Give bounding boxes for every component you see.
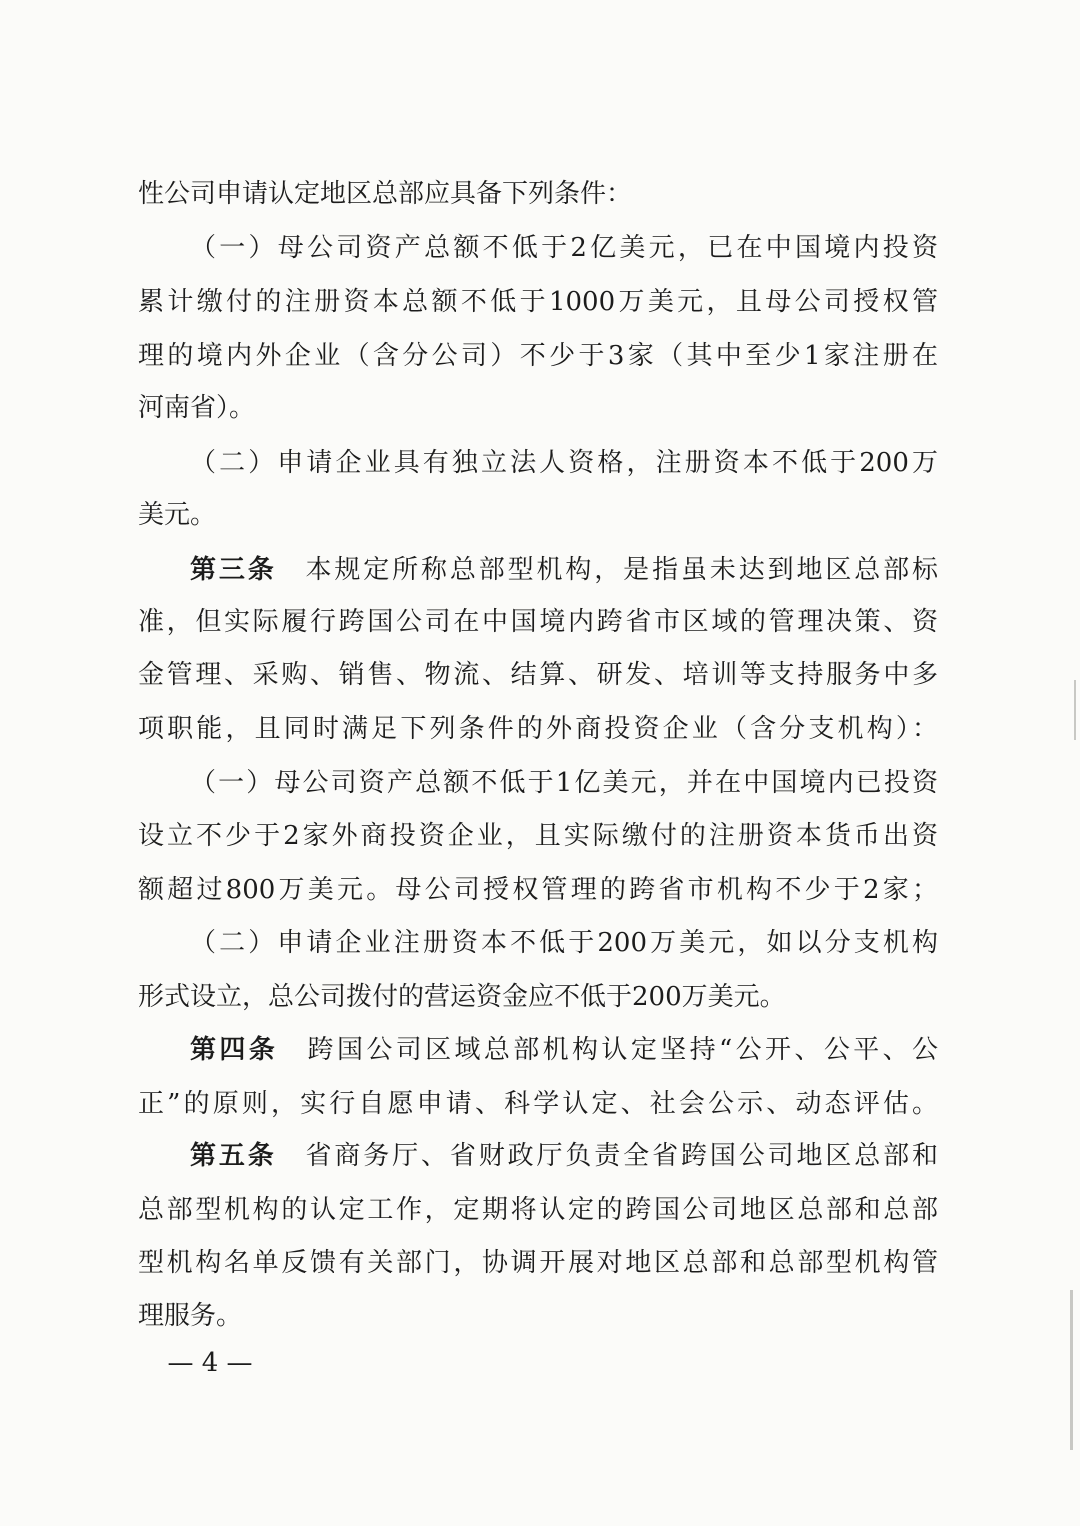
line-text: 正”的原则，实行自愿申请、科学认定、社会公示、动态评估。 [138, 1089, 938, 1119]
line-text: （一）母公司资产总额不低于1亿美元，并在中国境内已投资 [190, 768, 938, 798]
text-line [190, 916, 938, 970]
text-line [138, 863, 938, 917]
text-line [190, 756, 938, 810]
line-text: 项职能，且同时满足下列条件的外商投资企业（含分支机构）： [138, 714, 938, 744]
line-text: 理的境内外企业（含分公司）不少于3家（其中至少1家注册在 [138, 341, 938, 371]
line-text: 型机构名单反馈有关部门，协调开展对地区总部和总部型机构管 [138, 1248, 938, 1278]
text-line [190, 1129, 938, 1183]
line-text: 累计缴付的注册资本总额不低于1000万美元，且母公司授权管 [138, 287, 938, 317]
line-text: 本规定所称总部型机构，是指虽未达到地区总部标 [302, 555, 938, 585]
line-text: 形式设立，总公司拨付的营运资金应不低于200万美元。 [138, 982, 786, 1012]
text-line [138, 970, 938, 1024]
text-line [138, 595, 938, 649]
text-line [138, 1236, 938, 1290]
article-label: 第五条 [190, 1141, 277, 1171]
text-line [138, 488, 938, 542]
line-text: 美元。 [138, 500, 217, 530]
text-line [138, 809, 938, 863]
text-line [138, 702, 938, 756]
line-text: （一）母公司资产总额不低于2亿美元，已在中国境内投资 [190, 233, 938, 263]
text-line [190, 221, 938, 275]
line-text: 总部型机构的认定工作，定期将认定的跨国公司地区总部和总部 [138, 1195, 938, 1225]
page-number: — 4 — [167, 1348, 253, 1378]
line-text: （二）申请企业具有独立法人资格，注册资本不低于200万 [190, 448, 938, 478]
line-text: 额超过800万美元。母公司授权管理的跨省市机构不少于2家； [138, 875, 938, 905]
text-line [138, 167, 938, 221]
line-text: 省商务厅、省财政厅负责全省跨国公司地区总部和 [302, 1141, 938, 1171]
line-text: 设立不少于2家外商投资企业，且实际缴付的注册资本货币出资 [138, 821, 938, 851]
line-text: 河南省）。 [138, 393, 256, 423]
text-line [138, 648, 938, 702]
text-line [138, 1077, 938, 1131]
text-line [138, 1183, 938, 1237]
scan-edge-mark [1074, 680, 1076, 740]
line-text: 跨国公司区域总部机构认定坚持“公开、公平、公 [304, 1035, 938, 1065]
line-text: 性公司申请认定地区总部应具备下列条件： [138, 179, 633, 209]
line-text: 理服务。 [138, 1301, 243, 1331]
text-line [190, 436, 938, 490]
text-line [190, 543, 938, 597]
text-line [138, 275, 938, 329]
scan-edge-mark [1070, 1290, 1073, 1450]
article-label: 第四条 [190, 1035, 279, 1065]
text-line [138, 329, 938, 383]
article-label: 第三条 [190, 555, 277, 585]
line-text: 准，但实际履行跨国公司在中国境内跨省市区域的管理决策、资 [138, 607, 938, 637]
line-text: （二）申请企业注册资本不低于200万美元，如以分支机构 [190, 928, 938, 958]
text-line [138, 1289, 938, 1343]
text-line [138, 381, 938, 435]
line-text: 金管理、采购、销售、物流、结算、研发、培训等支持服务中多 [138, 660, 938, 690]
text-line [190, 1023, 938, 1077]
